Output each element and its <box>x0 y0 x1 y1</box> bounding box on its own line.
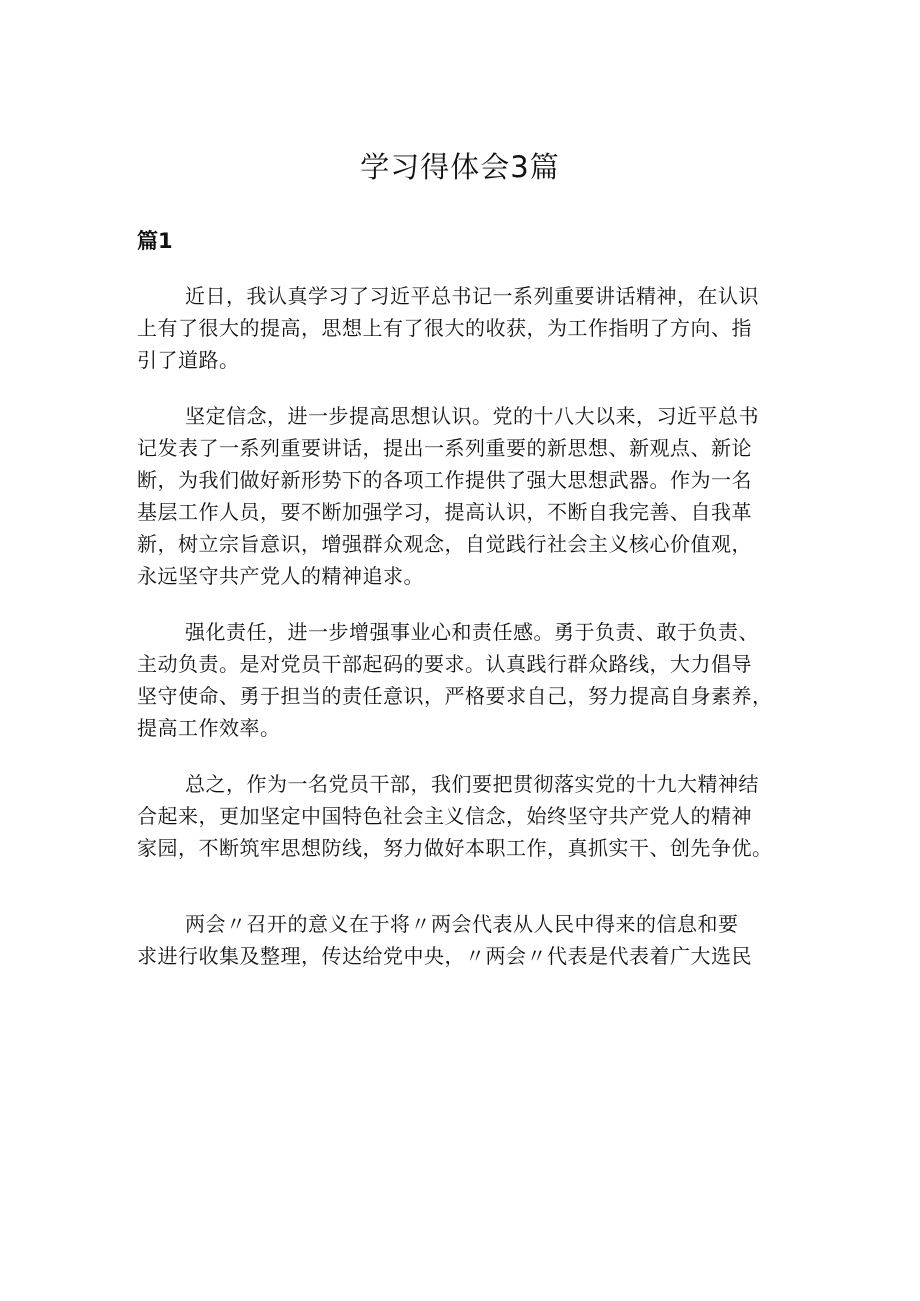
paragraph-4 <box>137 768 797 864</box>
text-line: 记发表了一系列重要讲话，提出一系列重要的新思想、新观点、新论 <box>137 436 752 460</box>
text-line: 家园，不断筑牢思想防线，努力做好本职工作，真抓实干、创先争优。 <box>137 836 773 860</box>
paragraph-1 <box>137 280 797 376</box>
text-line: 永远坚守共产党人的精神追求。 <box>137 564 424 588</box>
paragraph-gap <box>137 592 797 616</box>
text-line: 近日，我认真学习了习近平总书记一系列重要讲话精神，在认识 <box>185 284 759 308</box>
paragraph-gap <box>137 888 797 908</box>
text-line: 坚定信念，进一步提高思想认识。党的十八大以来，习近平总书 <box>185 404 759 428</box>
text-line: 提高工作效率。 <box>137 716 281 740</box>
paragraph-5 <box>137 908 797 972</box>
paragraph-2 <box>137 400 797 592</box>
text-line: 总之，作为一名党员干部，我们要把贯彻落实党的十九大精神结 <box>185 772 759 796</box>
text-line: 断，为我们做好新形势下的各项工作提供了强大思想武器。作为一名 <box>137 468 752 492</box>
text-line: 主动负责。是对党员干部起码的要求。认真践行群众路线，大力倡导 <box>137 652 752 676</box>
text-line: 坚守使命、勇于担当的责任意识，严格要求自己，努力提高自身素养， <box>137 684 773 708</box>
document-title: 学习得体会3篇 <box>360 150 560 184</box>
text-line: 引了道路。 <box>137 348 240 372</box>
section-heading: 篇1 <box>137 229 173 253</box>
text-line: 强化责任，进一步增强事业心和责任感。勇于负责、敢于负责、 <box>185 620 759 644</box>
text-line: 合起来，更加坚定中国特色社会主义信念，始终坚守共产党人的精神 <box>137 804 752 828</box>
text-line: 上有了很大的提高，思想上有了很大的收获，为工作指明了方向、指 <box>137 316 752 340</box>
paragraph-3 <box>137 616 797 744</box>
document-body <box>137 280 797 972</box>
paragraph-gap <box>137 744 797 768</box>
text-line: 基层工作人员，要不断加强学习，提高认识，不断自我完善、自我革 <box>137 500 752 524</box>
text-line: 求进行收集及整理，传达给党中央，〃两会〃代表是代表着广大选民 <box>137 944 752 968</box>
paragraph-gap <box>137 376 797 400</box>
text-line: 两会〃召开的意义在于将〃两会代表从人民中得来的信息和要 <box>185 912 739 936</box>
text-line: 新，树立宗旨意识，增强群众观念，自觉践行社会主义核心价值观， <box>137 532 752 556</box>
paragraph-gap <box>137 864 797 888</box>
